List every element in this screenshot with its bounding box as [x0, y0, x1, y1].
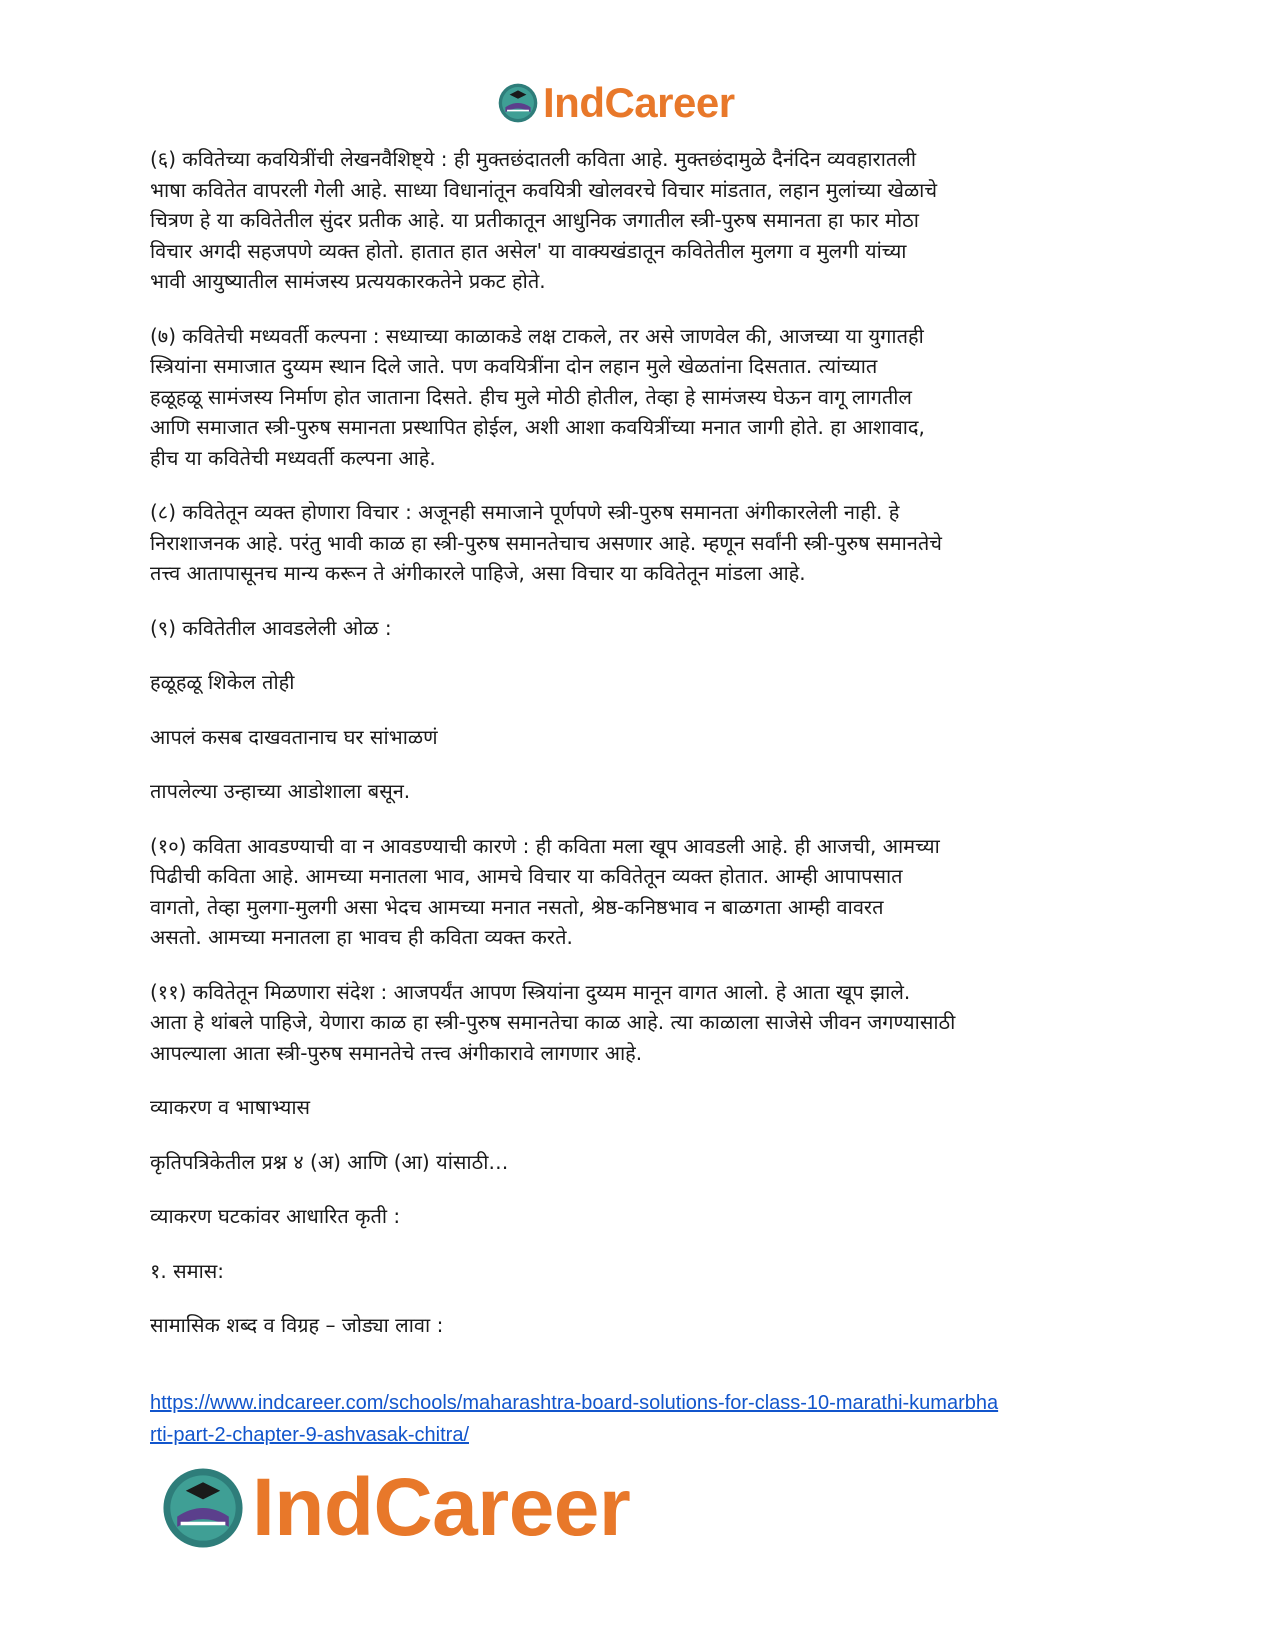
text-line: तत्त्व आतापासूनच मान्य करून ते अंगीकारले पाहिजे, असा विचार या कवितेतून मांडला आहे. — [150, 561, 806, 585]
paragraph — [150, 1256, 1130, 1287]
text-line: (९) कवितेतील आवडलेली ओळ : — [150, 615, 392, 640]
paragraph — [150, 497, 1130, 589]
source-link[interactable] — [150, 1387, 1130, 1450]
text-line: (१०) कविता आवडण्याची वा न आवडण्याची कारणे : ही कविता मला खूप आवडली आहे. ही आजची, आमच्या — [150, 833, 940, 858]
text-line: चित्रण हे या कवितेतील सुंदर प्रतीक आहे. या प्रतीकातून आधुनिक जगातील स्त्री-पुरुष समानता हा फार मोठा — [150, 208, 919, 232]
text-line: वागतो, तेव्हा मुलगा-मुलगी असा भेदच आमच्या मनात नसतो, श्रेष्ठ-कनिष्ठभाव न बाळगता आम्ही वावरत — [150, 894, 884, 919]
document-body — [150, 144, 1130, 1365]
paragraph — [150, 1147, 1130, 1178]
text-line: सामासिक शब्द व विग्रह – जोड्या लावा : — [150, 1313, 444, 1337]
paragraph — [150, 1201, 1130, 1232]
paragraph — [150, 1092, 1130, 1123]
text-line: पिढीची कविता आहे. आमच्या मनातला भाव, आमचे विचार या कवितेतून व्यक्त होतात. आम्ही आपापसात — [150, 864, 903, 888]
paragraph — [150, 321, 1130, 474]
text-line: भाषा कवितेत वापरली गेली आहे. साध्या विधानांतून कवयित्री खोलवरचे विचार मांडतात, लहान मुलांच्या खेळाचे — [150, 177, 938, 202]
text-line: व्याकरण व भाषाभ्यास — [150, 1095, 311, 1119]
text-line: भावी आयुष्यातील सामंजस्य प्रत्ययकारकतेने प्रकट होते. — [150, 269, 546, 293]
brand-wordmark: IndCareer — [543, 79, 735, 126]
paragraph — [150, 1310, 1130, 1341]
text-line: हळूहळू शिकेल तोही — [150, 670, 295, 694]
paragraph — [150, 667, 1130, 698]
text-line: स्त्रियांना समाजात दुय्यम स्थान दिले जाते. पण कवयित्रींना दोन लहान मुले खेळतांना दिसतात. त्यांच्यात — [150, 354, 878, 378]
text-line: १. समास: — [150, 1258, 225, 1283]
text-line: हीच या कवितेची मध्यवर्ती कल्पना आहे. — [150, 445, 436, 470]
text-line: (७) कवितेची मध्यवर्ती कल्पना : सध्याच्या काळाकडे लक्ष टाकले, तर असे जाणवेल की, आजच्या या युगातही — [150, 323, 924, 348]
text-line: (६) कवितेच्या कवयित्रींची लेखनवैशिष्ट्ये : ही मुक्तछंदातली कविता आहे. मुक्तछंदामुळे दैनंदिन व्यवहारातली — [150, 147, 917, 171]
text-line: आता हे थांबले पाहिजे, येणारा काळ हा स्त्री-पुरुष समानतेचा काळ आहे. त्या काळाला साजेसे जीवन जगण्यासाठी — [150, 1010, 956, 1034]
source-link-line-1[interactable]: https://www.indcareer.com/schools/maharashtra-board-solutions-for-class-10-marathi-kumarbha — [150, 1392, 999, 1414]
text-line: तापलेल्या उन्हाच्या आडोशाला बसून. — [150, 779, 411, 803]
text-line: व्याकरण घटकांवर आधारित कृती : — [150, 1204, 401, 1228]
paragraph — [150, 776, 1130, 807]
globe-book-icon — [160, 1465, 246, 1551]
paragraph — [150, 144, 1130, 297]
text-line: (११) कवितेतून मिळणारा संदेश : आजपर्यंत आपण स्त्रियांना दुय्यम मानून वागत आलो. हे आता खूप झाले. — [150, 979, 911, 1004]
paragraph — [150, 722, 1130, 753]
source-link-line-2[interactable]: rti-part-2-chapter-9-ashvasak-chitra/ — [150, 1423, 469, 1446]
text-line: (८) कवितेतून व्यक्त होणारा विचार : अजूनही समाजाने पूर्णपणे स्त्री-पुरुष समानता अंगीकारलेली नाही. हे — [150, 500, 900, 524]
text-line: असतो. आमच्या मनातला हा भावच ही कविता व्यक्त करते. — [150, 925, 573, 949]
text-line: विचार अगदी सहजपणे व्यक्त होतो. हातात हात असेल' या वाक्यखंडातून कवितेतील मुलगा व मुलगी यांच्या — [150, 238, 907, 263]
paragraph — [150, 613, 1130, 644]
paragraph — [150, 977, 1130, 1069]
text-line: आपल्याला आता स्त्री-पुरुष समानतेचे तत्त्व अंगीकारावे लागणार आहे. — [150, 1040, 643, 1065]
text-line: निराशाजनक आहे. परंतु भावी काळ हा स्त्री-पुरुष समानतेचाच असणार आहे. म्हणून सर्वांनी स्त्री-पुरुष समानतेचे — [150, 530, 942, 555]
text-line: हळूहळू सामंजस्य निर्माण होत जाताना दिसते. हीच मुले मोठी होतील, तेव्हा हे सामंजस्य घेऊन वागू लागतील — [150, 384, 912, 409]
header-logo — [497, 80, 735, 126]
footer-logo — [160, 1462, 630, 1554]
text-line: कृतिपत्रिकेतील प्रश्न ४ (अ) आणि (आ) यांसाठी… — [150, 1149, 509, 1174]
text-line: आणि समाजात स्त्री-पुरुष समानता प्रस्थापित होईल, अशी आशा कवयित्रींच्या मनात जागी होते. हा आशावाद, — [150, 415, 925, 439]
paragraph — [150, 831, 1130, 953]
text-line: आपलं कसब दाखवतानाच घर सांभाळणं — [150, 724, 438, 749]
globe-book-icon — [497, 82, 539, 124]
brand-wordmark: IndCareer — [252, 1462, 631, 1553]
